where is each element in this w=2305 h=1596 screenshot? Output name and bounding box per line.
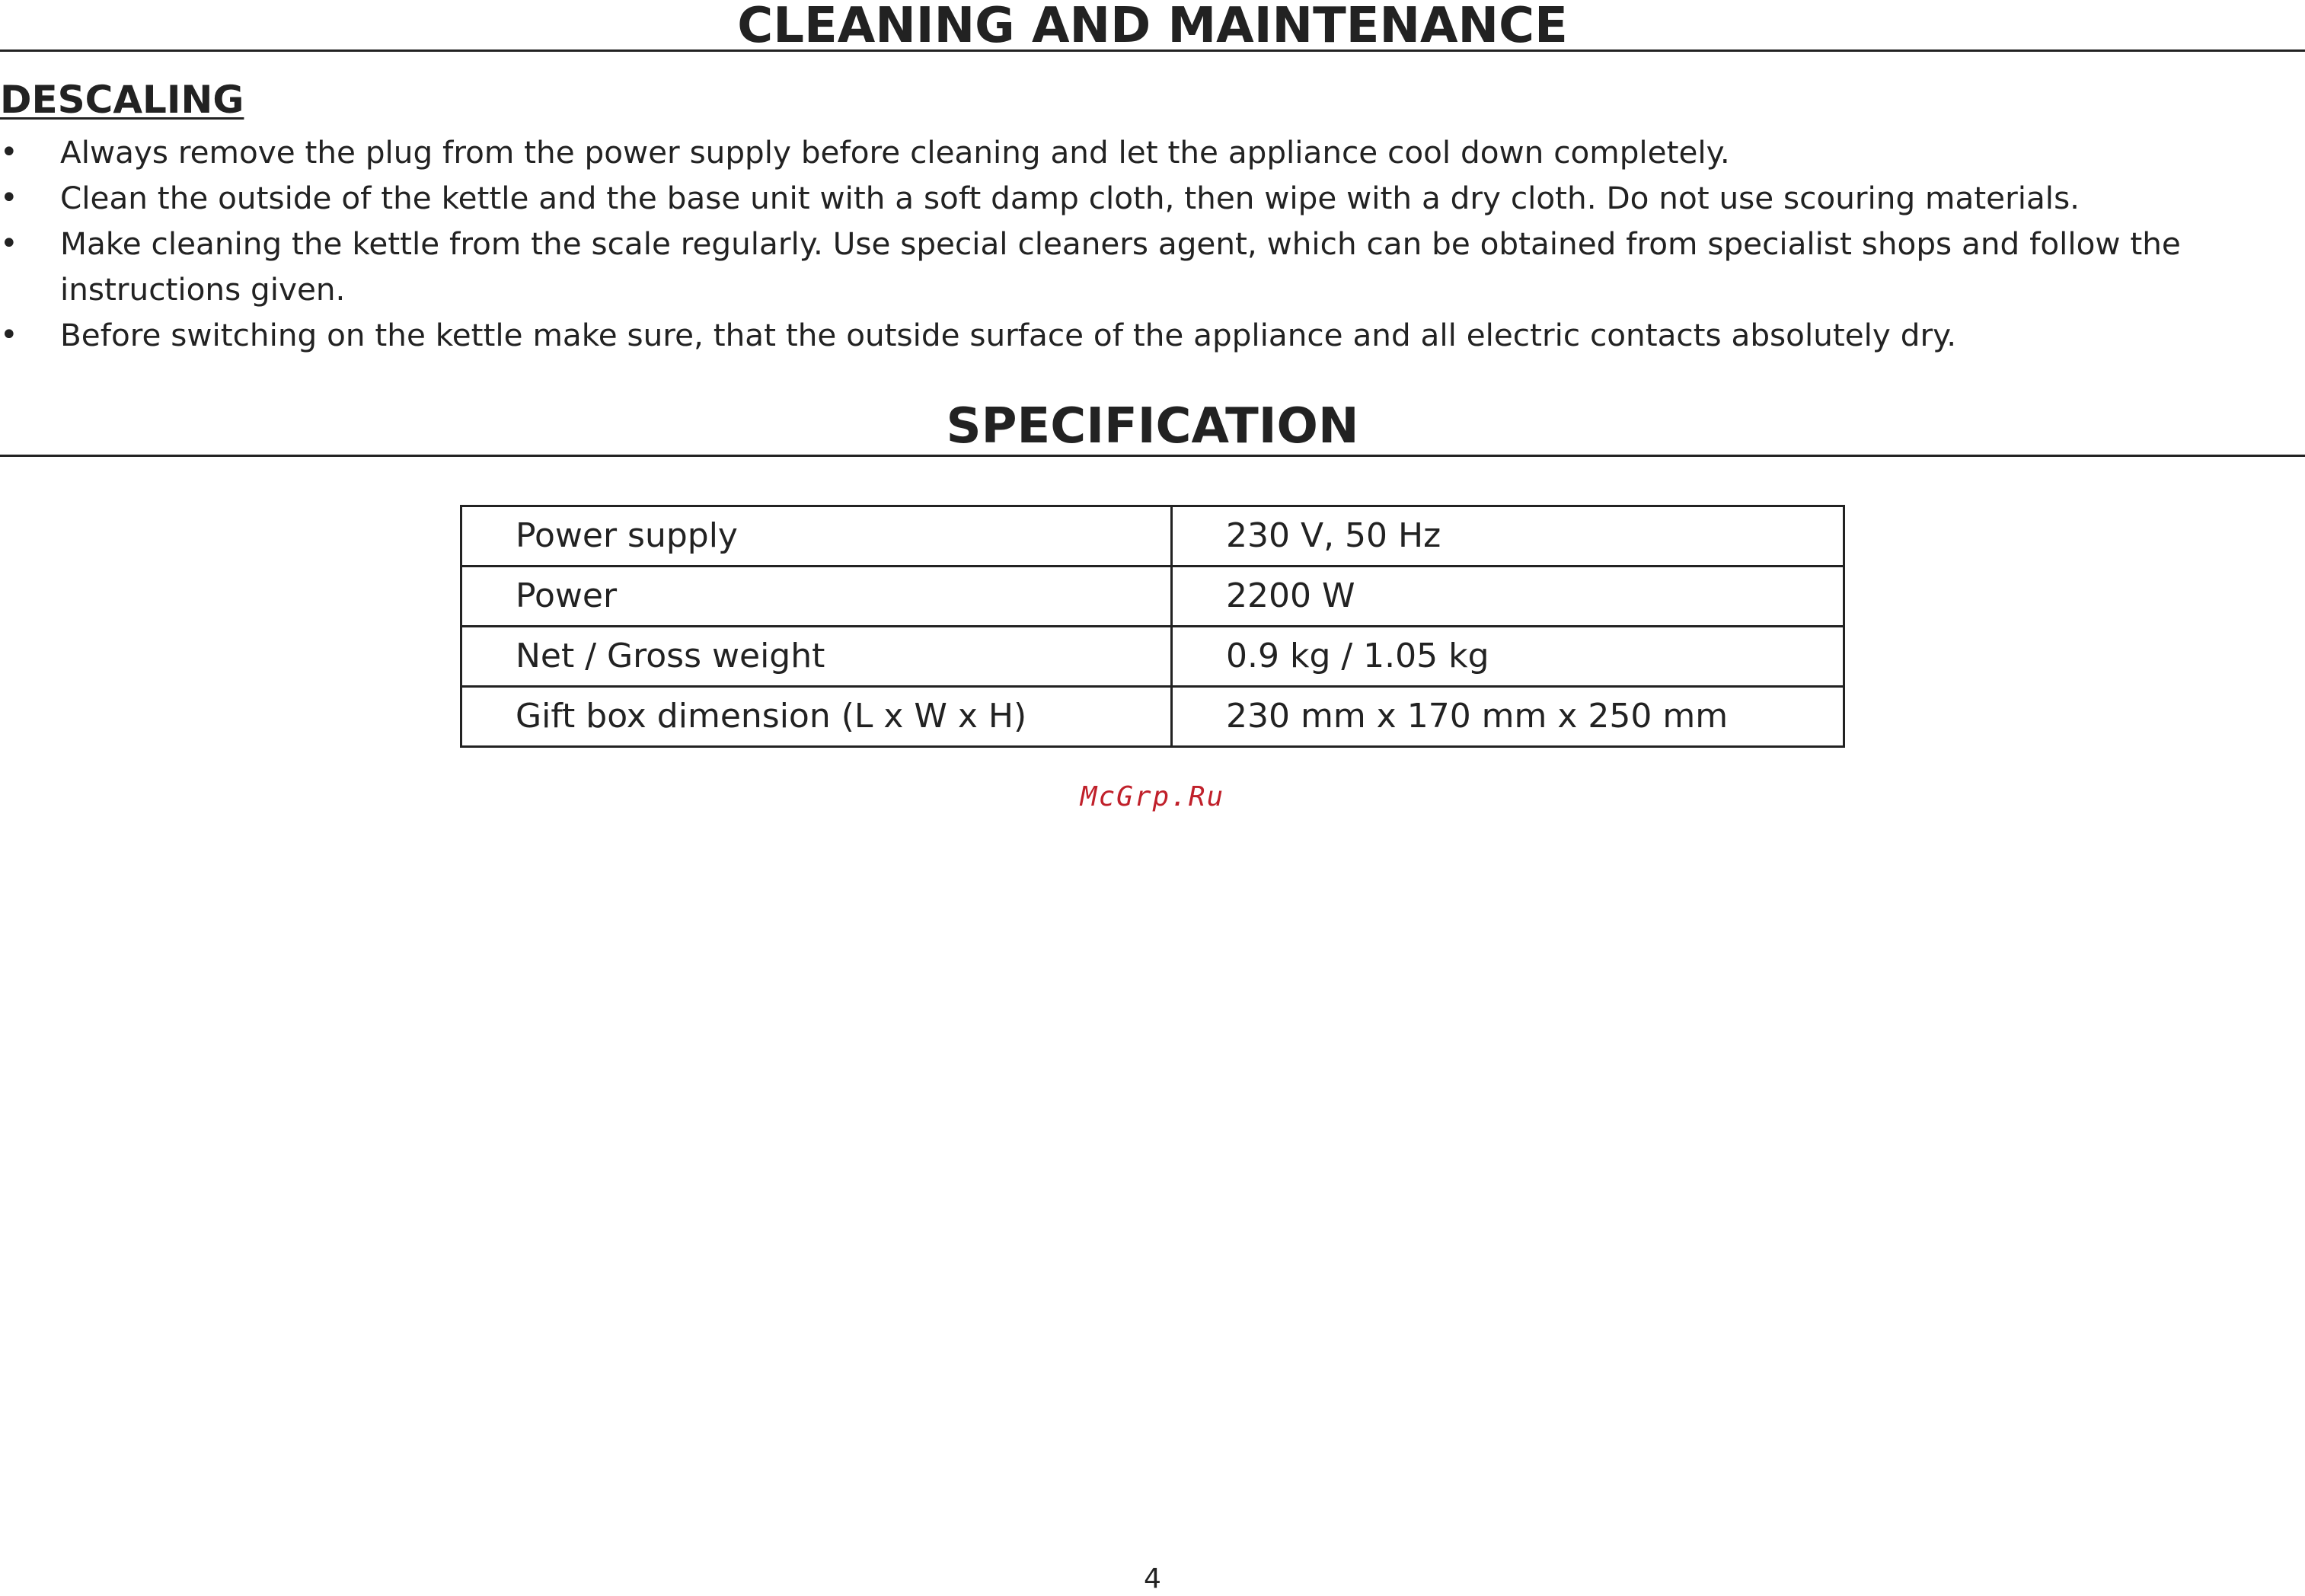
table-row: [461, 567, 1844, 627]
bullet-icon: •: [0, 135, 18, 170]
specification-table: [460, 505, 1845, 748]
table-row: [461, 687, 1844, 747]
list-item-text: Make cleaning the kettle from the scale regularly. Use special cleaners agent, which can be obtained from specialist shops and follow the instructions given.: [60, 225, 2181, 308]
bullet-icon: •: [0, 226, 18, 261]
list-item-text: Before switching on the kettle make sure, that the outside surface of the appliance and all electric contacts absolutely dry.: [60, 317, 1957, 353]
page-number: 4: [1144, 1563, 1161, 1594]
bullet-icon: •: [0, 180, 18, 215]
table-row: [461, 506, 1844, 567]
spec-label: Power: [461, 567, 1172, 627]
section-title-cleaning: CLEANING AND MAINTENANCE: [737, 0, 1568, 54]
section-title-specification: SPECIFICATION: [946, 398, 1359, 455]
list-item-text: Clean the outside of the kettle and the base unit with a soft damp cloth, then wipe with a dry cloth. Do not use scouring materials.: [60, 180, 2080, 216]
title-divider: [0, 49, 2305, 52]
spec-label: Gift box dimension (L x W x H): [461, 687, 1172, 747]
list-item-text: Always remove the plug from the power supply before cleaning and let the appliance cool down completely.: [60, 134, 1730, 171]
bullet-icon: •: [0, 318, 18, 353]
spec-label: Net / Gross weight: [461, 627, 1172, 687]
descaling-subheading: DESCALING: [0, 78, 244, 122]
spec-value: 230 mm x 170 mm x 250 mm: [1172, 687, 1844, 747]
list-item: [0, 312, 2305, 358]
spec-value: 2200 W: [1172, 567, 1844, 627]
title-divider: [0, 455, 2305, 457]
descaling-bullet-list: [0, 129, 2305, 358]
list-item: [0, 221, 2305, 312]
table-row: [461, 627, 1844, 687]
list-item: [0, 175, 2305, 221]
spec-value: 230 V, 50 Hz: [1172, 506, 1844, 567]
list-item: [0, 129, 2305, 175]
watermark: McGrp.Ru: [1080, 781, 1225, 812]
spec-label: Power supply: [461, 506, 1172, 567]
spec-value: 0.9 kg / 1.05 kg: [1172, 627, 1844, 687]
